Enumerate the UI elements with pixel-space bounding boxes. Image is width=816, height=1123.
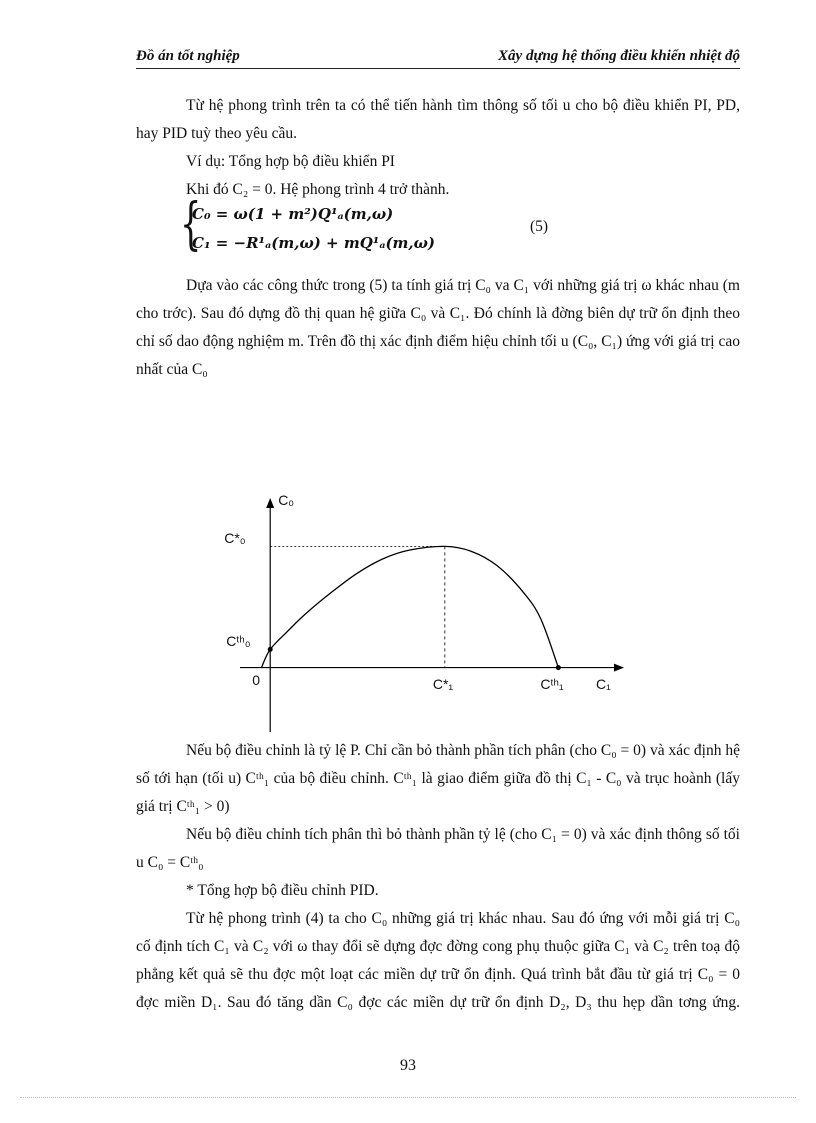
- page-number: 93: [400, 1057, 416, 1074]
- y-axis-label: C₀: [278, 492, 295, 508]
- paragraph-i-controller: Nếu bộ điều chỉnh tích phân thì bỏ thành phần tỷ lệ (cho C₁ = 0) và xác định thông số tối u C₀ = Cᵗʰ₀: [136, 826, 740, 871]
- x-axis-arrow: [614, 664, 624, 672]
- paragraph-method: Dựa vào các công thức trong (5) ta tính giá trị C₀ va C₁ với những giá trị ω khác nhau (m cho trớc). Sau đó dựng đồ thị quan hệ giữa C₀ và C₁. Đó chính là đờng biên dự trữ ổn định theo chỉ số dao động nghiệm m. Trên đồ thị xác định điểm hiệu chỉnh tối u (C₀, C₁) ứng với giá trị cao nhất của C₀: [136, 277, 740, 378]
- x-axis-label: C₁: [596, 675, 611, 692]
- point-c0-th: [268, 647, 273, 652]
- tick-c0-th: Cᵗʰ₀: [226, 633, 251, 650]
- section-controllers: [136, 737, 740, 1017]
- footer-divider: [20, 1097, 796, 1098]
- y-axis-arrow: [266, 498, 274, 508]
- equation-1: C₀ = ω(1 + m²)Q¹ₐ(m,ω): [192, 205, 394, 223]
- paragraph-intro: Từ hệ phong trình trên ta có thể tiến hành tìm thông số tối u cho bộ điều khiển PI, PD, hay PID tuỳ theo yêu cầu.: [136, 97, 740, 142]
- equation-number: (5): [530, 218, 549, 235]
- header-right: Xây dựng hệ thống điều khiển nhiệt độ: [498, 48, 740, 64]
- tick-c1-th: Cᵗʰ₁: [540, 675, 564, 692]
- section-method: [136, 272, 740, 384]
- header-left: Đồ án tốt nghiệp: [136, 48, 240, 64]
- line-example: Ví dụ: Tổng hợp bộ điều khiển PI: [186, 153, 395, 170]
- paragraph-p-controller: Nếu bộ điều chỉnh là tỷ lệ P. Chỉ cần bỏ thành phần tích phân (cho C₀ = 0) và xác định hệ số tới hạn (tối u) Cᵗʰ₁ của bộ điều chỉnh. Cᵗʰ₁ là giao điểm giữa đồ thị C₁ - C₀ và trục hoành (lấy giá trị Cᵗʰ₁ > 0): [136, 742, 740, 815]
- equation-system: [180, 192, 600, 261]
- section-intro: [136, 92, 740, 204]
- equation-brace: {: [180, 192, 202, 257]
- stability-chart: [224, 492, 630, 738]
- line-when: Khi đó C₂ = 0. Hệ phong trình 4 trở thành.: [186, 181, 450, 198]
- equation-2: C₁ = −R¹ₐ(m,ω) + mQ¹ₐ(m,ω): [192, 234, 436, 252]
- line-pid: * Tổng hợp bộ điều chỉnh PID.: [186, 882, 379, 899]
- point-c1-th: [556, 665, 561, 670]
- boundary-curve: [261, 546, 558, 667]
- tick-c0-star: C*₀: [224, 530, 246, 547]
- page-header: [136, 48, 740, 69]
- chart-svg: [230, 498, 630, 738]
- paragraph-pid: Từ hệ phong trình (4) ta cho C₀ những giá trị khác nhau. Sau đó ứng với mỗi giá trị C₀ cố định tích C₁ và C₂ với ω thay đổi sẽ dựng đợc đờng cong phụ thuộc giữa C₁ và C₂ trên toạ độ phẳng kết quả sẽ thu đợc một loạt các miền dự trữ ổn định. Quá trình bắt đầu từ giá trị C₀ = 0 đợc miền D₁. Sau đó tăng dần C₀ đợc các miền dự trữ ổn định D₂, D₃ thu hẹp dần tơng ứng.: [136, 910, 740, 1011]
- origin-label: 0: [252, 671, 260, 688]
- tick-c1-star: C*₁: [432, 675, 454, 692]
